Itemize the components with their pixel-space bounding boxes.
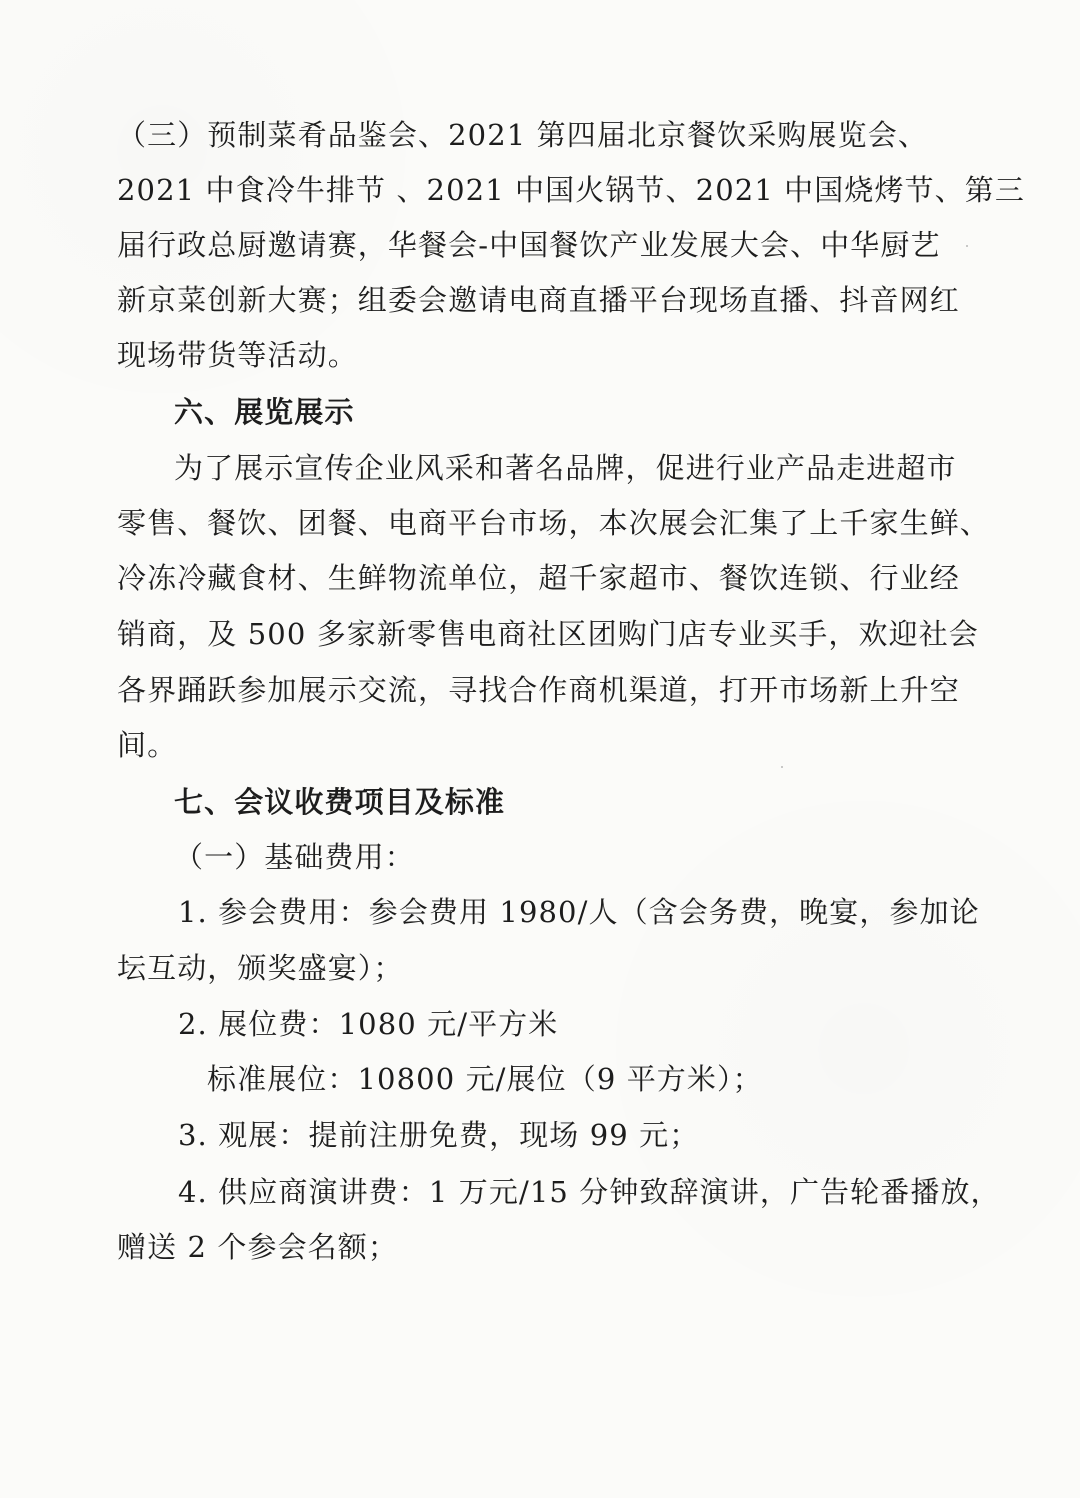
paragraph-line: 届行政总厨邀请赛，华餐会-中国餐饮产业发展大会、中华厨艺 xyxy=(117,228,941,262)
fee-item-line: 坛互动，颁奖盛宴）； xyxy=(117,951,404,985)
paper-speck xyxy=(966,245,968,247)
paper-speck xyxy=(781,766,783,768)
paragraph-line: 新京菜创新大赛；组委会邀请电商直播平台现场直播、抖音网红 xyxy=(117,283,960,317)
paragraph-line: 间。 xyxy=(117,728,178,762)
paragraph-line: 零售、餐饮、团餐、电商平台市场，本次展会汇集了上千家生鲜、 xyxy=(117,506,990,540)
fee-item-line: 标准展位：10800 元/展位（9 平方米）； xyxy=(207,1062,763,1096)
fee-item-line: 赠送 2 个参会名额； xyxy=(117,1230,398,1264)
paragraph-line: 2021 中食冷牛排节 、2021 中国火锅节、2021 中国烧烤节、第三 xyxy=(117,173,1025,207)
fee-item-line: 4. 供应商演讲费：1 万元/15 分钟致辞演讲，广告轮番播放， xyxy=(178,1175,1001,1209)
paragraph-line: （三）预制菜肴品鉴会、2021 第四届北京餐饮采购展览会、 xyxy=(117,118,928,152)
paragraph-line: 各界踊跃参加展示交流，寻找合作商机渠道，打开市场新上升空 xyxy=(117,673,960,707)
fee-item-line: 2. 展位费：1080 元/平方米 xyxy=(178,1007,559,1041)
section-heading: 七、会议收费项目及标准 xyxy=(174,785,506,819)
fee-item-line: 1. 参会费用：参会费用 1980/人（含会务费，晚宴，参加论 xyxy=(178,895,980,929)
subsection-heading: （一）基础费用： xyxy=(174,840,415,874)
paragraph-line: 销商，及 500 多家新零售电商社区团购门店专业买手，欢迎社会 xyxy=(117,617,979,651)
paragraph-line: 为了展示宣传企业风采和著名品牌，促进行业产品走进超市 xyxy=(174,451,957,485)
paragraph-line: 现场带货等活动。 xyxy=(117,338,358,372)
paragraph-line: 冷冻冷藏食材、生鲜物流单位，超千家超市、餐饮连锁、行业经 xyxy=(117,561,960,595)
fee-item-line: 3. 观展：提前注册免费，现场 99 元； xyxy=(178,1118,700,1152)
section-heading: 六、展览展示 xyxy=(174,395,355,429)
